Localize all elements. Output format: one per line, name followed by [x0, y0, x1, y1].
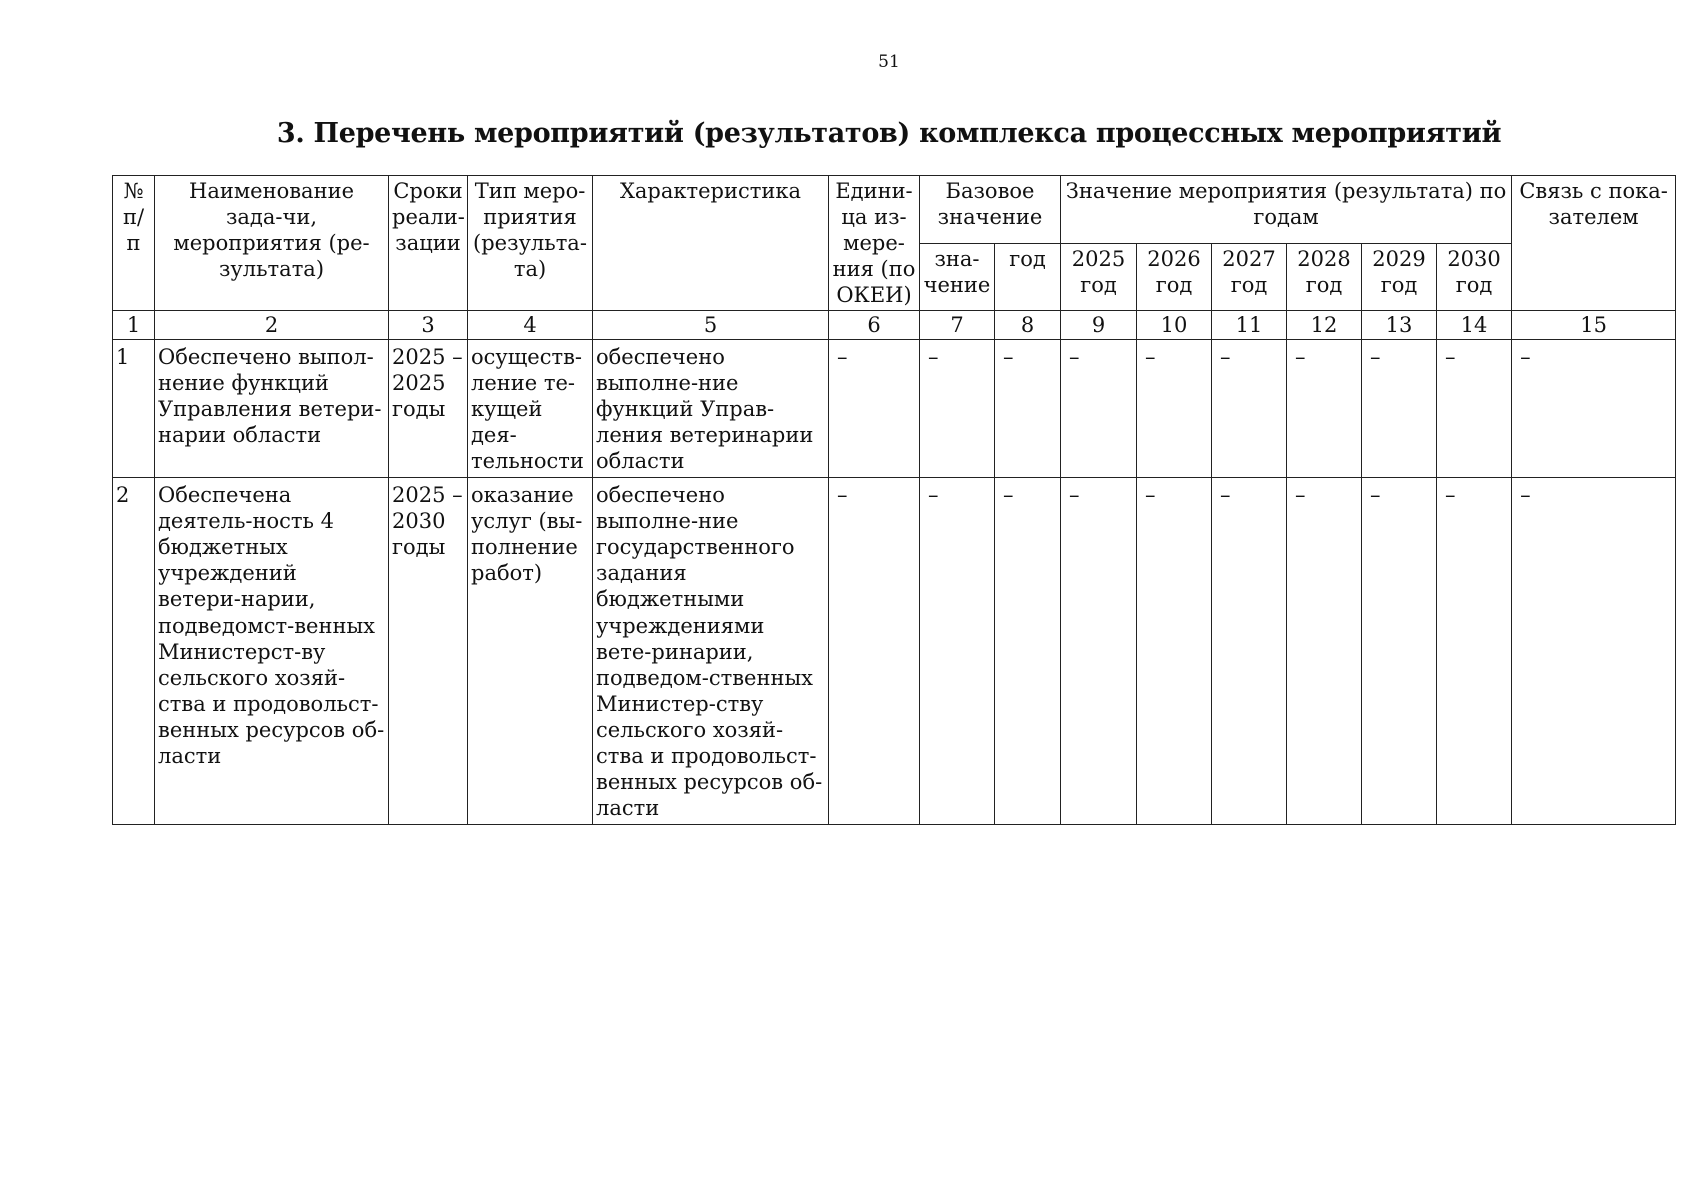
row-terms: 2025 – 2030 годы: [389, 478, 468, 824]
row-base-value: –: [920, 478, 995, 824]
column-number: 3: [389, 311, 468, 340]
row-type: осуществ-ление те-кущей дея-тельности: [468, 340, 593, 478]
row-value-2025: –: [1061, 478, 1137, 824]
column-number: 13: [1362, 311, 1437, 340]
row-unit: –: [829, 478, 920, 824]
header-characteristic: Характеристика: [593, 176, 829, 311]
row-link: –: [1512, 340, 1676, 478]
header-unit: Едини-ца из-мере-ния (по ОКЕИ): [829, 176, 920, 311]
column-number: 1: [113, 311, 155, 340]
row-value-2030: –: [1437, 340, 1512, 478]
column-numbers-row: [113, 311, 1676, 340]
row-link: –: [1512, 478, 1676, 824]
column-number: 7: [920, 311, 995, 340]
row-value-2028: –: [1287, 478, 1362, 824]
header-year-2025: 2025 год: [1061, 243, 1137, 311]
header-type: Тип меро-приятия (результа-та): [468, 176, 593, 311]
row-characteristic: обеспечено выполне-ние государственного задания бюджетными учреждениями вете-ринарии, подведом-ственных Министер-ству сельского хозяй-ства и продовольст-венных ресурсов об-ласти: [593, 478, 829, 824]
table-row: [113, 340, 1676, 478]
row-value-2027: –: [1212, 340, 1287, 478]
row-value-2029: –: [1362, 478, 1437, 824]
column-number: 14: [1437, 311, 1512, 340]
header-base: Базовое значение: [920, 176, 1061, 244]
header-link: Связь с пока-зателем: [1512, 176, 1676, 311]
column-number: 11: [1212, 311, 1287, 340]
header-base-value: зна-чение: [920, 243, 995, 311]
header-year-2026: 2026 год: [1137, 243, 1212, 311]
row-type: оказание услуг (вы-полнение работ): [468, 478, 593, 824]
row-base-value: –: [920, 340, 995, 478]
row-characteristic: обеспечено выполне-ние функций Управ-ления ветеринарии области: [593, 340, 829, 478]
row-unit: –: [829, 340, 920, 478]
row-value-2030: –: [1437, 478, 1512, 824]
header-name: Наименование зада-чи, мероприятия (ре-зультата): [155, 176, 389, 311]
column-number: 6: [829, 311, 920, 340]
column-number: 15: [1512, 311, 1676, 340]
column-number: 8: [995, 311, 1061, 340]
row-value-2029: –: [1362, 340, 1437, 478]
row-base-year: –: [995, 478, 1061, 824]
row-name: Обеспечена деятель-ность 4 бюджетных учреждений ветери-нарии, подведомст-венных Министерст-ву сельского хозяй-ства и продовольст-венных ресурсов об-ласти: [155, 478, 389, 824]
activities-table: [112, 175, 1676, 825]
header-num: № п/п: [113, 176, 155, 311]
header-year-2027: 2027 год: [1212, 243, 1287, 311]
page-number: 51: [878, 52, 900, 72]
column-number: 4: [468, 311, 593, 340]
column-number: 12: [1287, 311, 1362, 340]
table-row: [113, 478, 1676, 824]
row-value-2027: –: [1212, 478, 1287, 824]
row-value-2025: –: [1061, 340, 1137, 478]
page-title: 3. Перечень мероприятий (результатов) комплекса процессных мероприятий: [276, 118, 1502, 149]
row-num: 1: [113, 340, 155, 478]
row-value-2026: –: [1137, 340, 1212, 478]
row-base-year: –: [995, 340, 1061, 478]
row-num: 2: [113, 478, 155, 824]
column-number: 9: [1061, 311, 1137, 340]
header-year-2028: 2028 год: [1287, 243, 1362, 311]
header-year-2030: 2030 год: [1437, 243, 1512, 311]
row-value-2028: –: [1287, 340, 1362, 478]
column-number: 10: [1137, 311, 1212, 340]
header-values: Значение мероприятия (результата) по годам: [1061, 176, 1512, 244]
column-number: 2: [155, 311, 389, 340]
row-name: Обеспечено выпол-нение функций Управления ветери-нарии области: [155, 340, 389, 478]
row-terms: 2025 – 2025 годы: [389, 340, 468, 478]
column-number: 5: [593, 311, 829, 340]
row-value-2026: –: [1137, 478, 1212, 824]
header-base-year: год: [995, 243, 1061, 311]
header-year-2029: 2029 год: [1362, 243, 1437, 311]
header-terms: Сроки реали-зации: [389, 176, 468, 311]
